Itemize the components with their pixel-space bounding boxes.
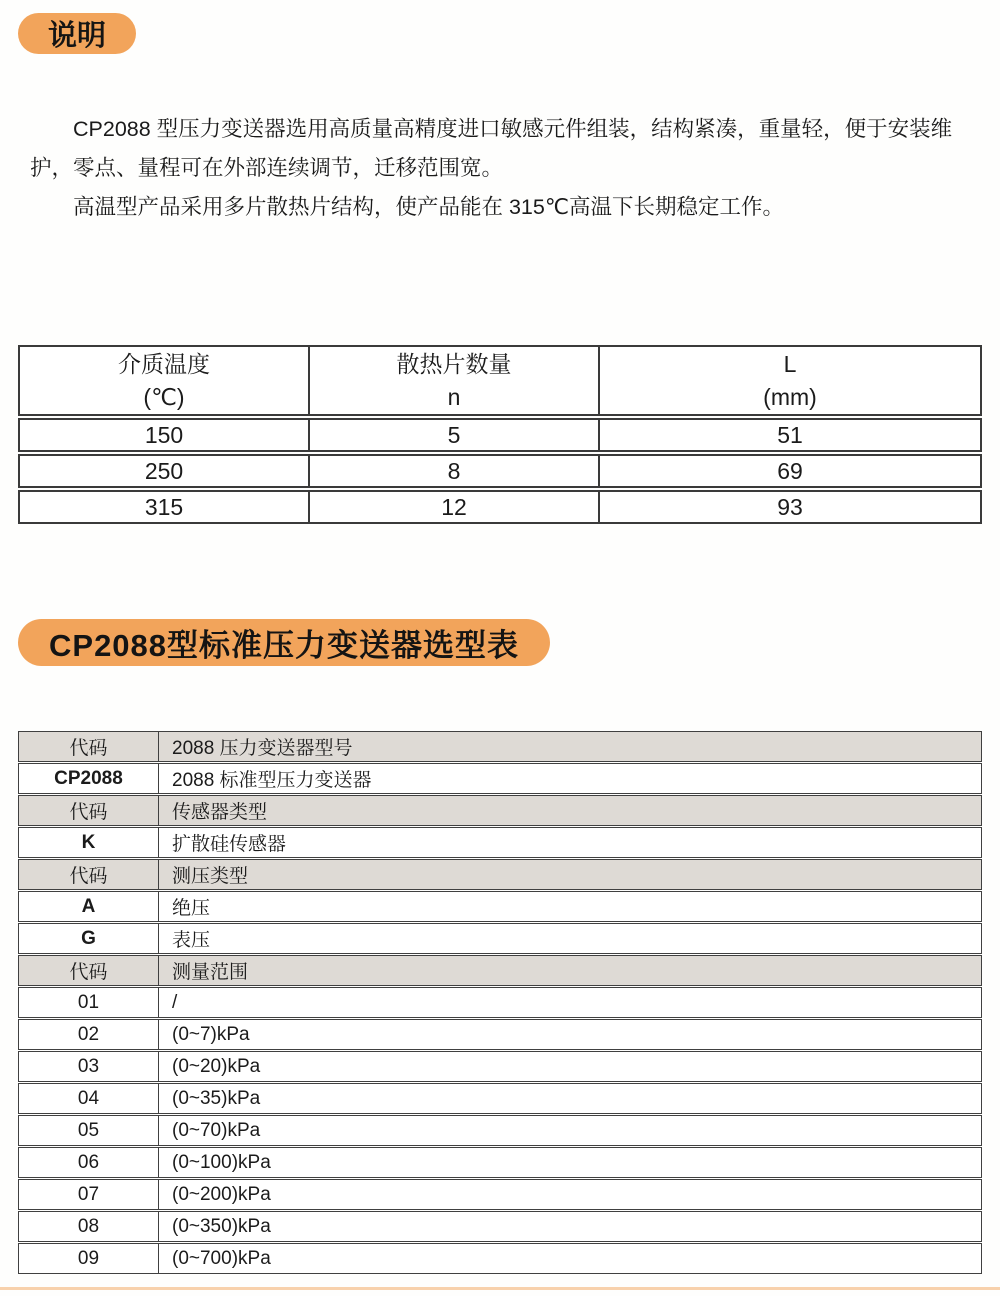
code-cell: 05	[19, 1116, 159, 1145]
code-cell: 02	[19, 1020, 159, 1049]
code-value-row	[18, 891, 982, 922]
description-cell: 2088 压力变送器型号	[172, 738, 353, 759]
table-row	[18, 418, 982, 452]
code-cell: 03	[19, 1052, 159, 1081]
description-cell: 绝压	[172, 898, 211, 919]
description-cell: 2088 标准型压力变送器	[172, 770, 372, 791]
page-bottom-accent-line	[0, 1287, 1000, 1290]
description-cell: (0~7)kPa	[172, 1023, 250, 1045]
code-cell: 代码	[19, 956, 159, 985]
description-cell: (0~20)kPa	[172, 1055, 261, 1077]
code-value-row	[18, 1051, 982, 1082]
description-cell: /	[172, 991, 178, 1013]
description-cell: (0~700)kPa	[172, 1247, 271, 1269]
code-cell: 07	[19, 1180, 159, 1209]
column-title: 介质温度	[118, 350, 210, 377]
column-title: 散热片数量	[396, 350, 512, 377]
column-unit: (℃)	[143, 383, 185, 410]
heatsink-table-header-row	[18, 345, 982, 416]
table-cell: 250	[20, 456, 310, 486]
table-cell: 315	[20, 492, 310, 522]
column-unit: (mm)	[763, 383, 817, 410]
code-cell: 代码	[19, 796, 159, 825]
description-cell: 传感器类型	[172, 802, 268, 823]
column-header-fin-count	[310, 347, 600, 414]
table-cell: 12	[310, 492, 600, 522]
code-value-row	[18, 1083, 982, 1114]
code-header-row	[18, 955, 982, 986]
code-header-row	[18, 731, 982, 762]
column-header-medium-temperature	[20, 347, 310, 414]
description-cell: (0~70)kPa	[172, 1119, 261, 1141]
column-unit: n	[447, 383, 461, 410]
code-cell: 代码	[19, 732, 159, 761]
code-header-row	[18, 859, 982, 890]
code-value-row	[18, 1179, 982, 1210]
code-cell: 01	[19, 988, 159, 1017]
description-cell: (0~35)kPa	[172, 1087, 261, 1109]
code-value-row	[18, 1147, 982, 1178]
selection-table-title-badge: CP2088型标准压力变送器选型表	[18, 619, 550, 666]
table-row	[18, 454, 982, 488]
description-cell: (0~350)kPa	[172, 1215, 271, 1237]
description-cell: 表压	[172, 930, 211, 951]
table-cell: 51	[777, 421, 803, 448]
intro-paragraph-2: 高温型产品采用多片散热片结构，使产品能在 315℃高温下长期稳定工作。	[73, 195, 784, 219]
heatsink-table-body	[18, 418, 982, 524]
column-title: L	[783, 350, 797, 377]
description-badge: 说明	[18, 13, 136, 54]
table-cell: 93	[777, 493, 803, 520]
intro-text-block	[30, 110, 974, 227]
code-value-row	[18, 1243, 982, 1274]
table-cell: 150	[20, 420, 310, 450]
code-cell: 06	[19, 1148, 159, 1177]
code-value-row	[18, 1019, 982, 1050]
description-cell: 测压类型	[172, 866, 249, 887]
selection-table	[18, 731, 982, 1275]
description-cell: 扩散硅传感器	[172, 834, 287, 855]
code-value-row	[18, 1115, 982, 1146]
table-row	[18, 490, 982, 524]
code-value-row	[18, 1211, 982, 1242]
table-cell: 8	[310, 456, 600, 486]
column-header-length	[600, 347, 980, 414]
code-cell: G	[19, 924, 159, 953]
intro-paragraph-1: CP2088 型压力变送器选用高质量高精度进口敏感元件组装，结构紧凑，重量轻，便于安装维护，零点、量程可在外部连续调节，迁移范围宽。	[30, 117, 953, 180]
code-cell: CP2088	[19, 764, 159, 793]
code-header-row	[18, 795, 982, 826]
code-cell: A	[19, 892, 159, 921]
heatsink-table	[18, 345, 982, 526]
code-cell: 09	[19, 1244, 159, 1273]
description-cell: 测量范围	[172, 962, 249, 983]
code-value-row	[18, 923, 982, 954]
code-cell: 04	[19, 1084, 159, 1113]
description-cell: (0~200)kPa	[172, 1183, 271, 1205]
code-cell: 代码	[19, 860, 159, 889]
table-cell: 5	[310, 420, 600, 450]
code-value-row	[18, 987, 982, 1018]
description-cell: (0~100)kPa	[172, 1151, 271, 1173]
code-cell: K	[19, 828, 159, 857]
code-cell: 08	[19, 1212, 159, 1241]
code-value-row	[18, 827, 982, 858]
table-cell: 69	[777, 457, 803, 484]
code-value-row	[18, 763, 982, 794]
